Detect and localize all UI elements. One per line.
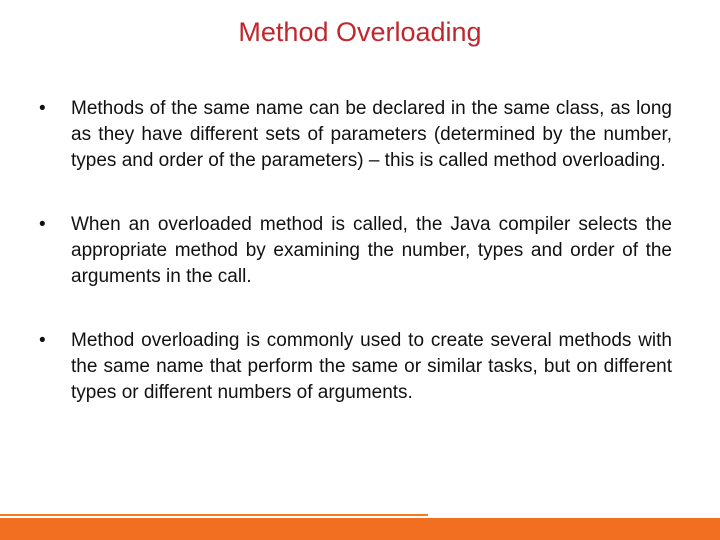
bullet-item — [36, 96, 672, 174]
bullet-list — [36, 96, 672, 406]
bullet-icon: • — [39, 330, 46, 351]
footer-accent-bar — [0, 518, 720, 540]
bullet-text: When an overloaded method is called, the Java compiler selects the appropriate method by examining the number, types and order of the arguments in the call. — [71, 214, 672, 287]
bullet-item — [36, 212, 672, 290]
bullet-item — [36, 328, 672, 406]
bullet-text: Method overloading is commonly used to create several methods with the same name that perform the same or similar tasks, but on different types or different numbers of arguments. — [71, 330, 672, 403]
slide-title: Method Overloading — [238, 17, 482, 47]
bullet-icon: • — [39, 214, 46, 235]
bullet-icon: • — [39, 98, 46, 119]
bullet-text: Methods of the same name can be declared in the same class, as long as they have different sets of parameters (determined by the number, types and order of the parameters) – this is called method overloading. — [71, 98, 672, 171]
footer-divider-line — [0, 514, 428, 516]
